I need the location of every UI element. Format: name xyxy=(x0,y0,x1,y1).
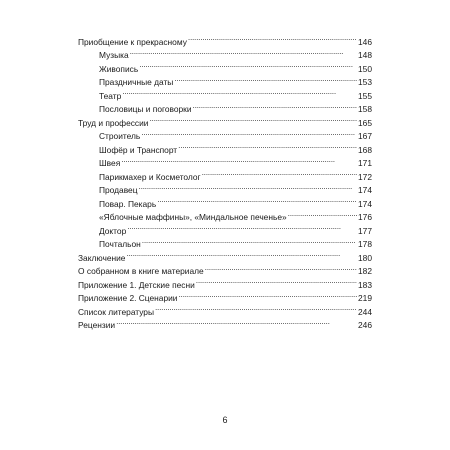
toc-entry-page: 180 xyxy=(358,252,372,263)
dot-leader xyxy=(121,153,357,167)
toc-entry-page: 219 xyxy=(358,293,372,303)
toc-entry-title: Шофёр и Транспорт xyxy=(99,144,178,155)
toc-entry-page: 150 xyxy=(358,63,372,74)
toc-entry-title: Заключение xyxy=(78,252,126,263)
toc-entry-page: 155 xyxy=(358,90,372,101)
toc-entry-title: Труд и профессии xyxy=(78,117,149,128)
toc-entry-page: 146 xyxy=(358,36,372,47)
toc-entry-title: Музыка xyxy=(99,50,129,60)
toc-entry-page: 167 xyxy=(358,131,372,141)
dot-leader xyxy=(157,193,357,207)
dot-leader xyxy=(288,207,357,221)
page-number: 6 xyxy=(222,415,228,425)
toc-entry-page: 174 xyxy=(358,185,372,195)
toc-entry-title: Пословицы и поговорки xyxy=(99,104,192,114)
toc-entry-page: 165 xyxy=(358,117,372,128)
toc-entry-page: 171 xyxy=(358,158,372,168)
toc-entry-title: Повар. Пекарь xyxy=(99,198,157,209)
toc-entry-page: 172 xyxy=(358,171,372,182)
dot-leader xyxy=(142,234,357,248)
toc-entry-title: Строитель xyxy=(99,131,141,141)
toc-entry-page: 148 xyxy=(358,50,372,60)
toc-entry-title: Швея xyxy=(99,158,121,168)
dot-leader xyxy=(130,45,357,59)
dot-leader xyxy=(188,31,357,45)
dot-leader xyxy=(178,288,357,302)
toc-entry-teatr xyxy=(78,85,372,99)
toc-entry-title: Праздничные даты xyxy=(99,77,174,87)
toc-entry-page: 178 xyxy=(358,239,372,249)
toc-entry-page: 183 xyxy=(358,279,372,290)
dot-leader xyxy=(116,315,357,329)
dot-leader xyxy=(193,99,357,113)
dot-leader xyxy=(174,72,357,86)
toc-entry-page: 158 xyxy=(358,104,372,114)
toc-entry-page: 244 xyxy=(358,306,372,317)
dot-leader xyxy=(149,112,357,126)
dot-leader xyxy=(126,247,357,261)
toc-entry-parikmakher xyxy=(78,166,372,180)
table-of-contents xyxy=(78,31,372,328)
dot-leader xyxy=(178,139,357,153)
toc-entry-title: Живопись xyxy=(99,63,139,74)
toc-entry-title: Продавец xyxy=(99,185,138,195)
toc-entry-prekrasnoe xyxy=(78,31,372,45)
dot-leader xyxy=(122,85,357,99)
dot-leader xyxy=(139,58,357,72)
dot-leader xyxy=(139,180,357,194)
toc-entry-title: «Яблочные маффины», «Миндальное печенье» xyxy=(99,212,287,222)
toc-entry-title: Почтальон xyxy=(99,239,141,249)
toc-entry-title: Приобщение к прекрасному xyxy=(78,36,187,47)
dot-leader xyxy=(155,301,357,315)
toc-entry-page: 177 xyxy=(358,225,372,236)
toc-entry-shveya xyxy=(78,153,372,167)
toc-entry-page: 182 xyxy=(358,266,372,276)
toc-entry-title: Театр xyxy=(99,90,122,101)
dot-leader xyxy=(205,261,357,275)
toc-entry-title: О собранном в книге материале xyxy=(78,266,204,276)
toc-entry-retsenzii xyxy=(78,315,372,329)
toc-entry-page: 176 xyxy=(358,212,372,222)
toc-entry-page: 168 xyxy=(358,144,372,155)
dot-leader xyxy=(202,166,357,180)
dot-leader xyxy=(127,220,357,234)
dot-leader xyxy=(141,126,357,140)
dot-leader xyxy=(196,274,357,288)
toc-entry-title: Парикмахер и Косметолог xyxy=(99,171,201,182)
toc-entry-title: Рецензии xyxy=(78,320,116,330)
toc-entry-title: Доктор xyxy=(99,225,127,236)
toc-entry-title: Приложение 1. Детские песни xyxy=(78,279,195,290)
toc-entry-page: 246 xyxy=(358,320,372,330)
toc-entry-page: 153 xyxy=(358,77,372,87)
toc-entry-title: Приложение 2. Сценарии xyxy=(78,293,178,303)
toc-entry-title: Список литературы xyxy=(78,306,154,317)
toc-entry-page: 174 xyxy=(358,198,372,209)
